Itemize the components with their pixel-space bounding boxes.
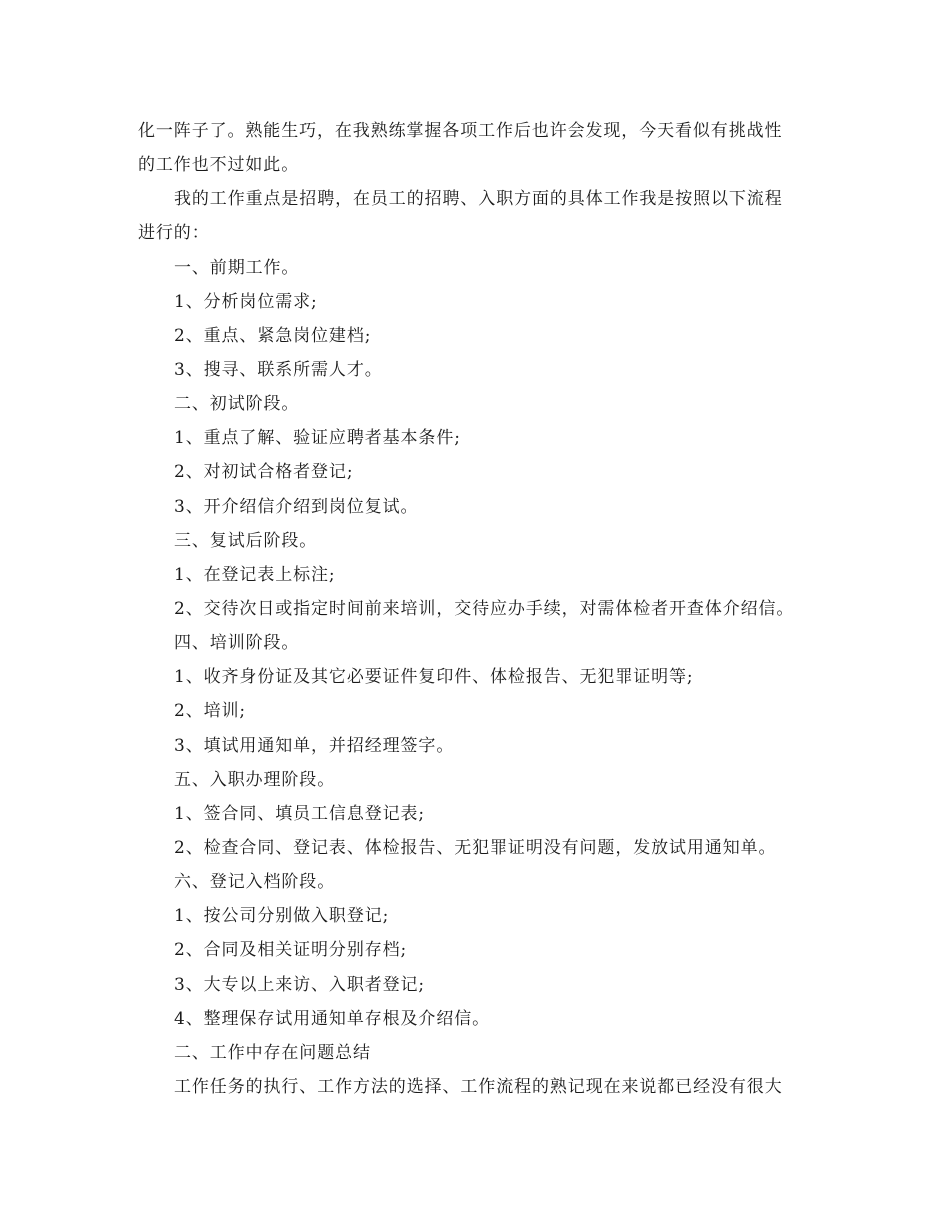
list-item: 1、按公司分别做入职登记;	[174, 906, 390, 927]
document-body	[138, 114, 814, 1104]
section-heading: 六、登记入档阶段。	[174, 872, 336, 893]
list-item: 3、开介绍信介绍到岗位复试。	[174, 496, 419, 517]
list-item: 2、交待次日或指定时间前来培训，交待应办手续，对需体检者开查体介绍信。	[174, 598, 795, 619]
list-item: 3、搜寻、联系所需人才。	[174, 359, 383, 380]
list-item: 2、对初试合格者登记;	[174, 462, 354, 483]
list-item: 3、填试用通知单，并招经理签字。	[174, 735, 455, 756]
list-item: 2、检查合同、登记表、体检报告、无犯罪证明没有问题，发放试用通知单。	[174, 837, 777, 858]
list-item: 3、大专以上来访、入职者登记;	[174, 974, 426, 995]
list-item: 1、在登记表上标注;	[174, 564, 336, 585]
text-line: 进行的：	[138, 223, 210, 244]
list-item: 1、分析岗位需求;	[174, 291, 318, 312]
list-item: 4、整理保存试用通知单存根及介绍信。	[174, 1008, 491, 1029]
text-line: 化一阵子了。熟能生巧，在我熟练掌握各项工作后也许会发现，今天看似有挑战性	[138, 121, 783, 141]
paragraph-line: 我的工作重点是招聘，在员工的招聘、入职方面的具体工作我是按照以下流程	[174, 189, 783, 210]
paragraph-line: 工作任务的执行、工作方法的选择、工作流程的熟记现在来说都已经没有很大	[174, 1076, 783, 1097]
section-heading: 五、入职办理阶段。	[174, 769, 336, 790]
text-line: 的工作也不过如此。	[138, 155, 300, 176]
section-heading: 二、工作中存在问题总结	[174, 1042, 371, 1063]
list-item: 2、培训;	[174, 701, 247, 722]
section-heading: 四、培训阶段。	[174, 633, 300, 654]
list-item: 1、重点了解、验证应聘者基本条件;	[174, 428, 461, 449]
list-item: 2、合同及相关证明分别存档;	[174, 940, 408, 961]
list-item: 1、签合同、填员工信息登记表;	[174, 803, 426, 824]
section-heading: 一、前期工作。	[174, 257, 300, 278]
list-item: 2、重点、紧急岗位建档;	[174, 325, 372, 346]
list-item: 1、收齐身份证及其它必要证件复印件、体检报告、无犯罪证明等;	[174, 667, 694, 688]
section-heading: 三、复试后阶段。	[174, 530, 318, 551]
section-heading: 二、初试阶段。	[174, 394, 300, 415]
